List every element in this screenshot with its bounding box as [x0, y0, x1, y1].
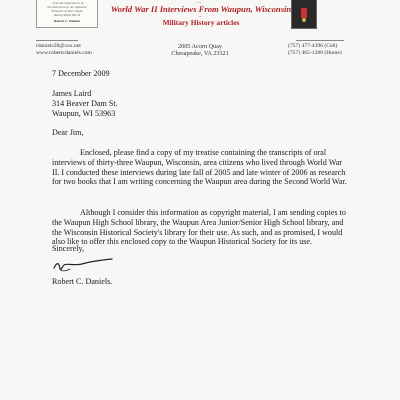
book-cover-author: Robert C. Daniels [54, 19, 80, 23]
book-cover-line: Prisoners of War Camps [51, 9, 83, 13]
letterhead-rule-right [296, 40, 344, 41]
recipient-city: Waupun, WI 53963 [52, 109, 116, 118]
paragraph-1: Enclosed, please find a copy of my treatise containing the transcripts of oral interviews of thirty-three Waupun, Wisconsin, area citizens who lived through World War II. I conducted these interviews during late fall of 2005 and late winter of 2006 as research for two books that I am writing concerning the Waupun area during the Second World War. [52, 148, 347, 187]
book-cover-line: during World War II [54, 13, 80, 17]
letterhead-email[interactable]: rdaniels28@cox.net [36, 43, 81, 49]
letter-date: 7 December 2009 [52, 69, 110, 78]
letterhead-address-line1: 2005 Acorn Quay [178, 43, 222, 50]
book-cover-line: ...from the Experiences of [50, 1, 84, 5]
handwritten-signature [52, 256, 116, 274]
salutation: Dear Jim, [52, 128, 84, 137]
book-cover-thumbnail-left [36, 0, 98, 28]
recipient-name: James Laird [52, 89, 92, 98]
letterhead-rule-left [36, 40, 78, 41]
ornament-top: ~ ~ [196, 0, 202, 5]
paragraph-2: Although I consider this information as copyright material, I am sending copies to the Waupun High School library, the Waupun Area Junior/Senior High School library, and the Wisconsin Historical Society's library for their use. As such, and as promised, I would also like to offer this enclosed copy to the Waupun Historical Society for its use. [52, 208, 346, 247]
ornament-mid: ~ [199, 14, 202, 19]
book-cover-line: the Americans to the Japanese [47, 5, 87, 9]
letterhead-phone-cell: (757) 477-4396 (Cell) [288, 43, 338, 49]
letterhead-address-line2: Chesapeake, VA 23321 [171, 50, 229, 57]
letterhead-phone-home: (757) 465-1288 (Home) [288, 50, 342, 56]
closing: Sincerely, [52, 244, 85, 253]
letterhead-subtitle: Military History articles [162, 18, 240, 27]
signer-name: Robert C. Daniels. [52, 277, 113, 286]
letterhead-website[interactable]: www.robertcdaniels.com [36, 50, 92, 56]
letterhead-title: World War II Interviews From Waupun, Wisconsin [110, 4, 292, 14]
recipient-street: 314 Beaver Dam St. [52, 99, 118, 108]
